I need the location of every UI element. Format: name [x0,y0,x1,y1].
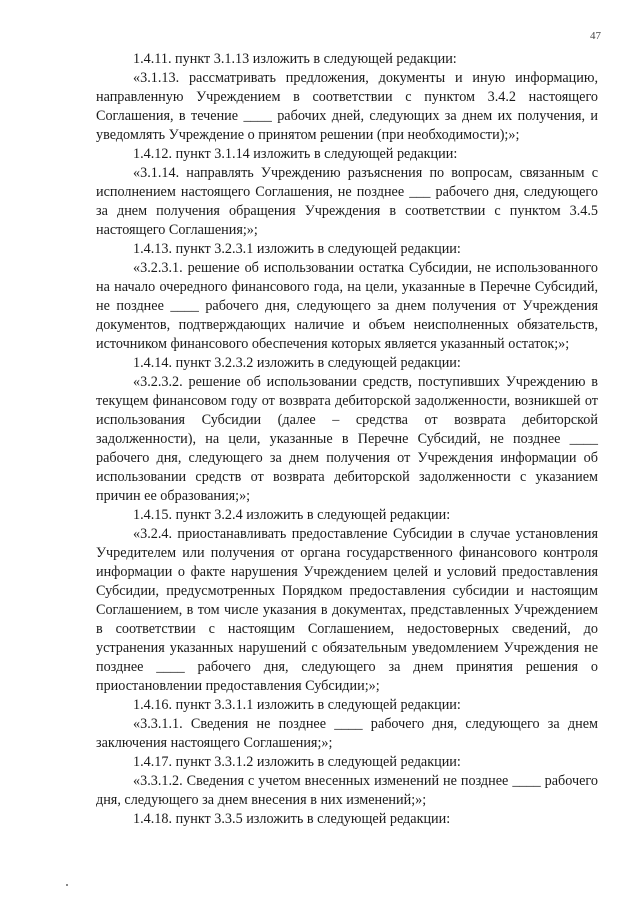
paragraph-clause-3-3-1-2: «3.3.1.2. Сведения с учетом внесенных изменений не позднее ____ рабочего дня, следующего за днем внесения в них изменений;»; [96,773,598,808]
paragraph-item-1-4-16: 1.4.16. пункт 3.3.1.1 изложить в следующей редакции: [133,697,461,713]
document-body [96,50,598,829]
paragraph-clause-3-1-13: «3.1.13. рассматривать предложения, документы и иную информацию, направленную Учреждением в соответствии с пунктом 3.4.2 настоящего Соглашения, в течение ____ рабочих дней, следующих за днем их получения, и уведомлять Учреждение о принятом решении (при необходимости);»; [96,70,598,143]
scan-speck [66,884,68,886]
paragraph-clause-3-2-4: «3.2.4. приостанавливать предоставление Субсидии в случае установления Учредителем или получения от органа государственного финансового контроля информации о факте нарушения Учреждением целей и условий предоставления Субсидии, предусмотренных Порядком предоставления субсидии и настоящим Соглашением, в том числе указания в документах, представленных Учреждением в соответствии с настоящим Соглашением, недостоверных сведений, до устранения указанных нарушений с обязательным уведомлением Учреждения не позднее ____ рабочего дня, следующего за днем принятия решения о приостановлении предоставления Субсидии;»; [96,526,598,694]
paragraph-item-1-4-11: 1.4.11. пункт 3.1.13 изложить в следующей редакции: [133,51,457,67]
paragraph-item-1-4-14: 1.4.14. пункт 3.2.3.2 изложить в следующей редакции: [133,355,461,371]
paragraph-clause-3-1-14: «3.1.14. направлять Учреждению разъяснения по вопросам, связанным с исполнением настоящего Соглашения, не позднее ___ рабочего дня, следующего за днем получения обращения Учреждения в соответствии с пунктом 3.4.5 настоящего Соглашения;»; [96,165,598,238]
paragraph-clause-3-2-3-2: «3.2.3.2. решение об использовании средств, поступивших Учреждению в текущем финансовом году от возврата дебиторской задолженности, возникшей от использования Субсидии (далее – средства от возврата дебиторской задолженности), на цели, указанные в Перечне Субсидий, не позднее ____ рабочего дня, следующего за днем получения от Учреждения информации об использовании средств от возврата дебиторской задолженности с указанием причин ее образования;»; [96,374,598,504]
page-number: 47 [590,30,601,42]
paragraph-item-1-4-18: 1.4.18. пункт 3.3.5 изложить в следующей редакции: [133,811,451,827]
paragraph-item-1-4-17: 1.4.17. пункт 3.3.1.2 изложить в следующей редакции: [133,754,461,770]
paragraph-clause-3-3-1-1: «3.3.1.1. Сведения не позднее ____ рабочего дня, следующего за днем заключения настоящего Соглашения;»; [96,716,598,751]
paragraph-item-1-4-13: 1.4.13. пункт 3.2.3.1 изложить в следующей редакции: [133,241,461,257]
paragraph-clause-3-2-3-1: «3.2.3.1. решение об использовании остатка Субсидии, не использованного на начало очередного финансового года, на цели, указанные в Перечне Субсидий, не позднее ____ рабочего дня, следующего за днем получения от Учреждения документов, подтверждающих наличие и объем неисполненных обязательств, источником финансового обеспечения которых является указанный остаток;»; [96,260,598,352]
paragraph-item-1-4-12: 1.4.12. пункт 3.1.14 изложить в следующей редакции: [133,146,458,162]
paragraph-item-1-4-15: 1.4.15. пункт 3.2.4 изложить в следующей редакции: [133,507,451,523]
